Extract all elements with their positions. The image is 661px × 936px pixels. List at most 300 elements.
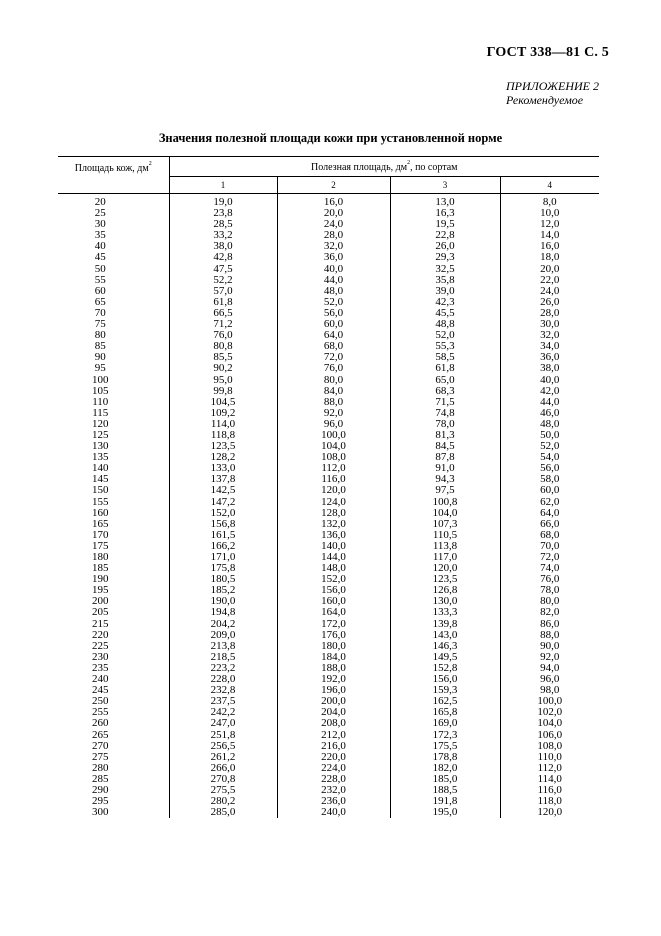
cell-grade-4: 28,0 (500, 308, 599, 319)
header-useful (169, 157, 599, 177)
cell-grade-4: 16,0 (500, 241, 599, 252)
cell-grade-1: 109,2 (210, 406, 236, 419)
table-row (58, 252, 599, 263)
cell-grade-1: 42,8 (213, 251, 233, 264)
cell-grade-4: 80,0 (500, 596, 599, 607)
cell-area: 235 (58, 663, 169, 674)
cell-grade-3: 97,5 (390, 485, 500, 496)
cell-grade-2: 108,0 (277, 452, 390, 463)
cell-area: 250 (58, 696, 169, 707)
cell-grade-2: 88,0 (277, 397, 390, 408)
cell-area: 155 (58, 497, 169, 508)
cell-grade-3: 159,3 (390, 685, 500, 696)
cell-grade-3: 65,0 (390, 375, 500, 386)
cell-area: 95 (58, 363, 169, 374)
cell-grade-3: 71,5 (390, 397, 500, 408)
cell-grade-4: 90,0 (500, 641, 599, 652)
cell-area: 85 (58, 341, 169, 352)
table-body (58, 194, 599, 819)
cell-area: 110 (58, 397, 169, 408)
cell-area: 255 (58, 707, 169, 718)
cell-grade-1: 166,2 (210, 539, 236, 552)
cell-grade-2: 140,0 (277, 541, 390, 552)
cell-grade-2: 224,0 (277, 763, 390, 774)
cell-grade-4: 54,0 (500, 452, 599, 463)
cell-grade-4: 22,0 (500, 275, 599, 286)
cell-grade-1: 204,2 (210, 617, 236, 630)
cell-grade-2: 48,0 (277, 286, 390, 297)
cell-grade-3: 149,5 (390, 652, 500, 663)
cell-grade-2: 148,0 (277, 563, 390, 574)
cell-grade-4: 24,0 (500, 286, 599, 297)
cell-grade-1: 190,0 (210, 595, 236, 608)
cell-grade-3: 84,5 (390, 441, 500, 452)
cell-grade-4: 82,0 (500, 607, 599, 618)
cell-grade-1: 147,2 (210, 495, 236, 508)
cell-area: 120 (58, 419, 169, 430)
cell-grade-2: 76,0 (277, 363, 390, 374)
cell-area: 60 (58, 286, 169, 297)
cell-grade-1: 232,8 (210, 684, 236, 697)
cell-area: 275 (58, 752, 169, 763)
cell-grade-2: 172,0 (277, 619, 390, 630)
cell-grade-2: 208,0 (277, 718, 390, 729)
cell-grade-1: 133,0 (210, 462, 236, 475)
cell-area: 30 (58, 219, 169, 230)
cell-grade-3: 172,3 (390, 730, 500, 741)
cell-area: 190 (58, 574, 169, 585)
cell-grade-1: 209,0 (210, 628, 236, 641)
cell-grade-3: 13,0 (390, 194, 500, 209)
cell-grade-1: 180,5 (210, 573, 236, 586)
cell-grade-2: 92,0 (277, 408, 390, 419)
table-title: Значения полезной площади кожи при установленной норме (158, 131, 503, 145)
table-row (58, 264, 599, 275)
cell-grade-3: 104,0 (390, 508, 500, 519)
table-row (58, 497, 599, 508)
cell-grade-2: 16,0 (277, 194, 390, 209)
cell-grade-1: 185,2 (210, 584, 236, 597)
cell-grade-1: 270,8 (210, 772, 236, 785)
cell-grade-2: 64,0 (277, 330, 390, 341)
cell-grade-3: 32,5 (390, 264, 500, 275)
cell-grade-3: 35,8 (390, 275, 500, 286)
table-row (58, 730, 599, 741)
appendix-status: Рекомендуемое (506, 93, 584, 107)
cell-grade-1: 80,8 (213, 340, 233, 353)
cell-grade-4: 8,0 (500, 194, 599, 209)
cell-grade-4: 46,0 (500, 408, 599, 419)
cell-grade-1: 28,5 (213, 218, 233, 231)
cell-grade-2: 24,0 (277, 219, 390, 230)
cell-grade-4: 34,0 (500, 341, 599, 352)
cell-area: 265 (58, 730, 169, 741)
cell-grade-1: 71,2 (213, 318, 233, 331)
cell-grade-2: 120,0 (277, 485, 390, 496)
cell-grade-2: 152,0 (277, 574, 390, 585)
cell-grade-3: 175,5 (390, 741, 500, 752)
cell-grade-2: 40,0 (277, 264, 390, 275)
cell-area: 200 (58, 596, 169, 607)
cell-grade-1: 256,5 (210, 739, 236, 752)
header-area (58, 157, 169, 194)
cell-grade-3: 42,3 (390, 297, 500, 308)
header-grade-2: 2 (277, 176, 390, 193)
cell-grade-2: 128,0 (277, 508, 390, 519)
cell-grade-3: 68,3 (390, 386, 500, 397)
cell-grade-1: 47,5 (213, 262, 233, 275)
cell-grade-1: 90,2 (213, 362, 233, 375)
cell-grade-3: 55,3 (390, 341, 500, 352)
cell-grade-1: 114,0 (210, 417, 236, 430)
header-useful-label-post: , по сортам (410, 161, 458, 173)
cell-grade-4: 40,0 (500, 375, 599, 386)
cell-grade-3: 126,8 (390, 585, 500, 596)
cell-grade-1: 280,2 (210, 795, 236, 808)
cell-grade-1: 251,8 (210, 728, 236, 741)
cell-grade-4: 14,0 (500, 230, 599, 241)
cell-grade-4: 20,0 (500, 264, 599, 275)
cell-grade-2: 36,0 (277, 252, 390, 263)
cell-grade-4: 42,0 (500, 386, 599, 397)
cell-grade-3: 188,5 (390, 785, 500, 796)
cell-area: 240 (58, 674, 169, 685)
cell-grade-4: 108,0 (500, 741, 599, 752)
cell-area: 65 (58, 297, 169, 308)
cell-grade-2: 240,0 (277, 807, 390, 818)
cell-grade-3: 156,0 (390, 674, 500, 685)
table-row (58, 619, 599, 630)
header-area-label: Площадь кож, дм (74, 163, 149, 174)
cell-grade-4: 94,0 (500, 663, 599, 674)
cell-grade-1: 152,0 (210, 506, 236, 519)
cell-grade-1: 213,8 (210, 639, 236, 652)
cell-grade-4: 64,0 (500, 508, 599, 519)
cell-grade-4: 18,0 (500, 252, 599, 263)
cell-grade-1: 266,0 (210, 761, 236, 774)
header-grade-4: 4 (500, 176, 599, 193)
cell-grade-1: 118,8 (210, 428, 236, 441)
cell-area: 175 (58, 541, 169, 552)
cell-grade-2: 160,0 (277, 596, 390, 607)
cell-grade-4: 116,0 (500, 785, 599, 796)
cell-grade-1: 76,0 (213, 329, 233, 342)
header-grade-1: 1 (169, 176, 277, 193)
cell-grade-2: 192,0 (277, 674, 390, 685)
header-area-sup: 2 (148, 161, 152, 167)
cell-grade-3: 78,0 (390, 419, 500, 430)
cell-grade-4: 48,0 (500, 419, 599, 430)
cell-grade-3: 178,8 (390, 752, 500, 763)
cell-grade-3: 162,5 (390, 696, 500, 707)
cell-area: 160 (58, 508, 169, 519)
cell-grade-1: 171,0 (210, 551, 236, 563)
table-row (58, 485, 599, 496)
appendix-block (506, 79, 599, 107)
cell-grade-2: 104,0 (277, 441, 390, 452)
cell-grade-1: 194,8 (210, 606, 236, 619)
table-row (58, 363, 599, 374)
cell-grade-1: 52,2 (213, 273, 233, 286)
cell-grade-3: 52,0 (390, 330, 500, 341)
cell-grade-4: 26,0 (500, 297, 599, 308)
table-row (58, 375, 599, 386)
cell-area: 295 (58, 796, 169, 807)
cell-area: 50 (58, 264, 169, 275)
cell-grade-1: 275,5 (210, 783, 236, 796)
cell-area: 225 (58, 641, 169, 652)
cell-grade-3: 74,8 (390, 408, 500, 419)
cell-area: 245 (58, 685, 169, 696)
cell-grade-3: 146,3 (390, 641, 500, 652)
useful-area-table (58, 156, 599, 818)
cell-grade-2: 28,0 (277, 230, 390, 241)
page-header: ГОСТ 338—81 С. 5 (486, 45, 609, 60)
cell-area: 170 (58, 530, 169, 541)
cell-grade-1: 85,5 (213, 351, 233, 364)
cell-grade-2: 116,0 (277, 474, 390, 485)
appendix-label: ПРИЛОЖЕНИЕ 2 (506, 79, 599, 93)
cell-area: 70 (58, 308, 169, 319)
header-useful-label-pre: Полезная площадь, дм (311, 161, 408, 173)
cell-area: 125 (58, 430, 169, 441)
cell-grade-3: 133,3 (390, 607, 500, 618)
cell-grade-2: 84,0 (277, 386, 390, 397)
cell-grade-4: 44,0 (500, 397, 599, 408)
table-row (58, 607, 599, 618)
cell-area: 145 (58, 474, 169, 485)
cell-grade-3: 100,8 (390, 497, 500, 508)
cell-area: 270 (58, 741, 169, 752)
cell-grade-3: 130,0 (390, 596, 500, 607)
cell-area: 185 (58, 563, 169, 574)
cell-grade-3: 107,3 (390, 519, 500, 530)
cell-grade-2: 232,0 (277, 785, 390, 796)
cell-grade-2: 68,0 (277, 341, 390, 352)
cell-area: 195 (58, 585, 169, 596)
cell-grade-2: 236,0 (277, 796, 390, 807)
cell-grade-1: 161,5 (210, 528, 236, 541)
cell-grade-4: 62,0 (500, 497, 599, 508)
cell-area: 115 (58, 408, 169, 419)
cell-grade-3: 39,0 (390, 286, 500, 297)
cell-grade-2: 132,0 (277, 519, 390, 530)
cell-grade-3: 123,5 (390, 574, 500, 585)
cell-grade-2: 100,0 (277, 430, 390, 441)
cell-grade-2: 44,0 (277, 275, 390, 286)
cell-grade-4: 78,0 (500, 585, 599, 596)
cell-area: 25 (58, 208, 169, 219)
cell-grade-2: 60,0 (277, 319, 390, 330)
cell-grade-4: 88,0 (500, 630, 599, 641)
header-useful-sup: 2 (407, 159, 411, 166)
cell-grade-4: 74,0 (500, 563, 599, 574)
cell-grade-2: 228,0 (277, 774, 390, 785)
cell-grade-3: 191,8 (390, 796, 500, 807)
cell-grade-4: 30,0 (500, 319, 599, 330)
cell-grade-2: 136,0 (277, 530, 390, 541)
cell-area: 290 (58, 785, 169, 796)
cell-grade-1: 218,5 (210, 650, 236, 663)
cell-grade-2: 176,0 (277, 630, 390, 641)
cell-grade-4: 98,0 (500, 685, 599, 696)
cell-grade-2: 124,0 (277, 497, 390, 508)
cell-grade-2: 32,0 (277, 241, 390, 252)
cell-grade-3: 110,5 (390, 530, 500, 541)
cell-grade-4: 52,0 (500, 441, 599, 452)
cell-grade-3: 152,8 (390, 663, 500, 674)
cell-grade-4: 104,0 (500, 718, 599, 729)
cell-grade-4: 38,0 (500, 363, 599, 374)
cell-grade-4: 60,0 (500, 485, 599, 496)
cell-grade-3: 61,8 (390, 363, 500, 374)
cell-grade-1: 61,8 (213, 295, 233, 308)
cell-grade-1: 128,2 (210, 451, 236, 464)
cell-area: 45 (58, 252, 169, 263)
cell-grade-3: 29,3 (390, 252, 500, 263)
cell-grade-2: 56,0 (277, 308, 390, 319)
cell-grade-3: 16,3 (390, 208, 500, 219)
cell-area: 135 (58, 452, 169, 463)
cell-grade-3: 117,0 (390, 552, 500, 563)
cell-grade-4: 68,0 (500, 530, 599, 541)
cell-grade-1: 23,8 (213, 207, 233, 220)
cell-grade-3: 139,8 (390, 619, 500, 630)
cell-area: 105 (58, 386, 169, 397)
cell-grade-2: 204,0 (277, 707, 390, 718)
cell-grade-2: 80,0 (277, 375, 390, 386)
cell-grade-2: 52,0 (277, 297, 390, 308)
cell-grade-4: 120,0 (500, 807, 599, 818)
cell-grade-4: 100,0 (500, 696, 599, 707)
header-grade-3: 3 (390, 176, 500, 193)
cell-grade-1: 19,0 (213, 196, 233, 208)
cell-grade-2: 72,0 (277, 352, 390, 363)
cell-grade-2: 112,0 (277, 463, 390, 474)
cell-grade-3: 185,0 (390, 774, 500, 785)
cell-grade-1: 247,0 (210, 717, 236, 730)
cell-grade-1: 242,2 (210, 706, 236, 719)
cell-grade-3: 26,0 (390, 241, 500, 252)
cell-grade-4: 72,0 (500, 552, 599, 563)
cell-grade-2: 196,0 (277, 685, 390, 696)
cell-area: 180 (58, 552, 169, 563)
cell-grade-1: 38,0 (213, 240, 233, 253)
cell-grade-3: 87,8 (390, 452, 500, 463)
cell-grade-3: 22,8 (390, 230, 500, 241)
cell-grade-3: 48,8 (390, 319, 500, 330)
cell-grade-1: 104,5 (210, 395, 236, 408)
cell-area: 220 (58, 630, 169, 641)
cell-area: 150 (58, 485, 169, 496)
cell-grade-3: 143,0 (390, 630, 500, 641)
cell-area: 90 (58, 352, 169, 363)
cell-grade-1: 137,8 (210, 473, 236, 486)
cell-grade-2: 164,0 (277, 607, 390, 618)
cell-grade-1: 123,5 (210, 440, 236, 453)
cell-area: 20 (58, 194, 169, 209)
cell-grade-1: 285,0 (210, 806, 236, 819)
cell-grade-4: 56,0 (500, 463, 599, 474)
cell-grade-4: 86,0 (500, 619, 599, 630)
cell-area: 75 (58, 319, 169, 330)
cell-area: 35 (58, 230, 169, 241)
cell-grade-4: 66,0 (500, 519, 599, 530)
cell-grade-1: 57,0 (213, 284, 233, 297)
table-row (58, 807, 599, 818)
table-row (58, 194, 599, 209)
cell-grade-4: 110,0 (500, 752, 599, 763)
cell-grade-1: 175,8 (210, 562, 236, 575)
cell-area: 55 (58, 275, 169, 286)
cell-grade-2: 20,0 (277, 208, 390, 219)
cell-area: 300 (58, 807, 169, 818)
cell-grade-3: 94,3 (390, 474, 500, 485)
cell-grade-2: 180,0 (277, 641, 390, 652)
cell-grade-4: 32,0 (500, 330, 599, 341)
cell-grade-2: 216,0 (277, 741, 390, 752)
cell-grade-1: 99,8 (213, 384, 233, 397)
cell-grade-2: 184,0 (277, 652, 390, 663)
cell-grade-4: 76,0 (500, 574, 599, 585)
cell-grade-1: 33,2 (213, 229, 233, 242)
cell-grade-1: 142,5 (210, 484, 236, 497)
cell-grade-2: 212,0 (277, 730, 390, 741)
cell-area: 260 (58, 718, 169, 729)
cell-grade-3: 58,5 (390, 352, 500, 363)
cell-grade-4: 118,0 (500, 796, 599, 807)
cell-grade-2: 144,0 (277, 552, 390, 563)
cell-grade-1: 156,8 (210, 517, 236, 530)
cell-grade-1: 66,5 (213, 306, 233, 319)
cell-grade-4: 102,0 (500, 707, 599, 718)
cell-grade-2: 200,0 (277, 696, 390, 707)
cell-area: 215 (58, 619, 169, 630)
cell-grade-4: 106,0 (500, 730, 599, 741)
cell-grade-3: 182,0 (390, 763, 500, 774)
cell-area: 285 (58, 774, 169, 785)
cell-grade-1: 228,0 (210, 673, 236, 686)
cell-area: 205 (58, 607, 169, 618)
cell-area: 280 (58, 763, 169, 774)
cell-grade-1: 237,5 (210, 695, 236, 708)
cell-grade-3: 91,0 (390, 463, 500, 474)
cell-grade-4: 36,0 (500, 352, 599, 363)
cell-grade-3: 165,8 (390, 707, 500, 718)
cell-grade-4: 10,0 (500, 208, 599, 219)
cell-grade-2: 220,0 (277, 752, 390, 763)
cell-grade-2: 156,0 (277, 585, 390, 596)
cell-grade-3: 81,3 (390, 430, 500, 441)
table-row (58, 718, 599, 729)
cell-grade-4: 114,0 (500, 774, 599, 785)
cell-grade-4: 92,0 (500, 652, 599, 663)
cell-grade-4: 50,0 (500, 430, 599, 441)
cell-area: 100 (58, 375, 169, 386)
cell-grade-3: 169,0 (390, 718, 500, 729)
cell-grade-4: 70,0 (500, 541, 599, 552)
cell-grade-2: 188,0 (277, 663, 390, 674)
cell-grade-1: 95,0 (213, 373, 233, 386)
cell-area: 130 (58, 441, 169, 452)
cell-grade-2: 96,0 (277, 419, 390, 430)
cell-grade-3: 113,8 (390, 541, 500, 552)
cell-area: 230 (58, 652, 169, 663)
cell-grade-1: 261,2 (210, 750, 236, 763)
cell-area: 40 (58, 241, 169, 252)
cell-grade-4: 58,0 (500, 474, 599, 485)
cell-area: 80 (58, 330, 169, 341)
